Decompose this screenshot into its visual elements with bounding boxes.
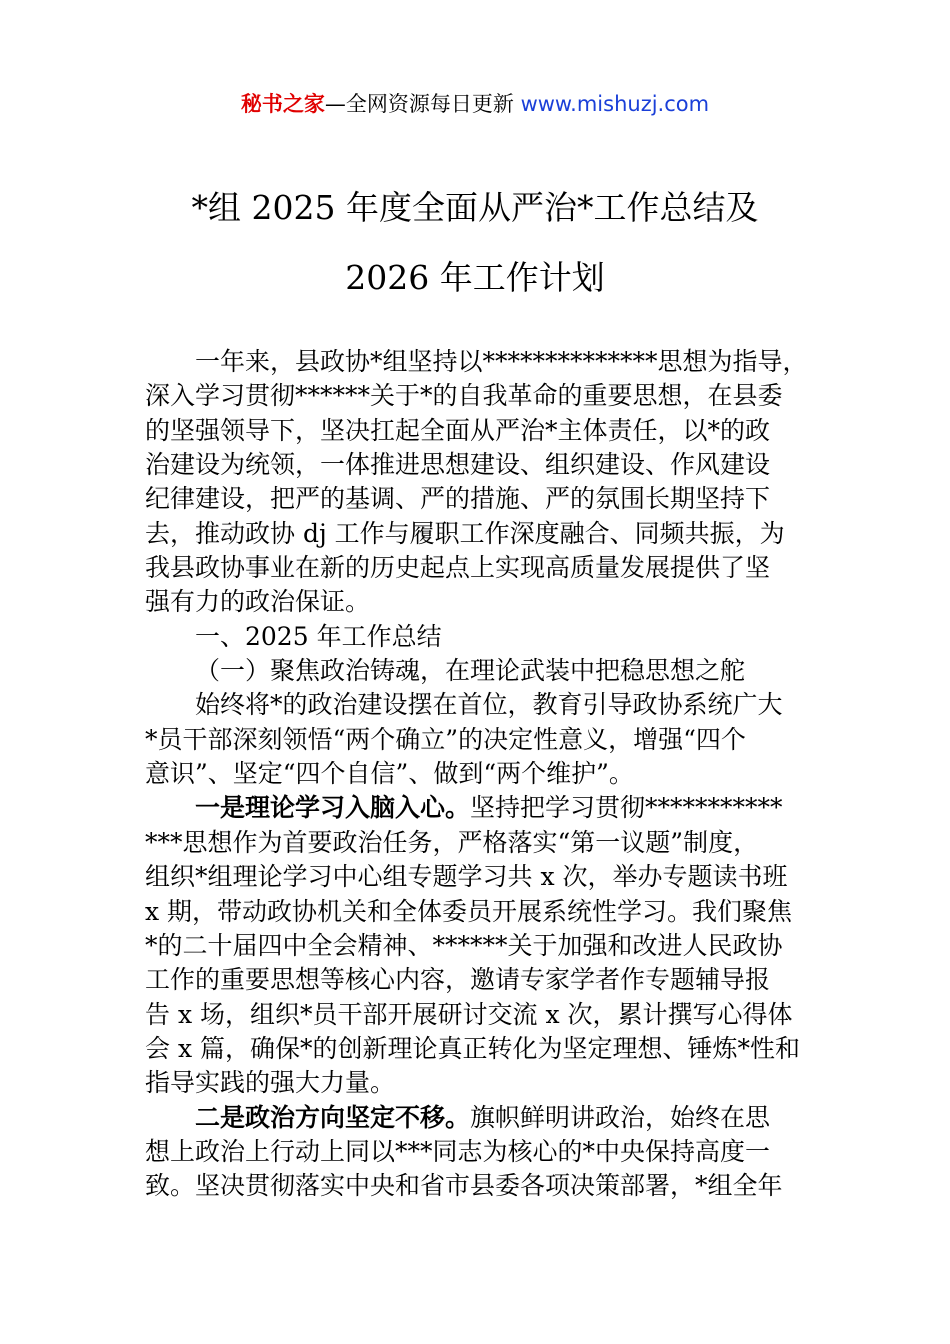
paragraph-line: 组织*组理论学习中心组专题学习共 x 次，举办专题读书班 bbox=[145, 862, 788, 892]
bold-lead-phrase: 一是理论学习入脑入心。 bbox=[195, 793, 471, 823]
section-heading: 一、2025 年工作总结 bbox=[195, 621, 442, 651]
paragraph-line: 深入学习贯彻******关于*的自我革命的重要思想，在县委 bbox=[145, 381, 783, 411]
paragraph-text: 坚持把学习贯彻*********** bbox=[470, 793, 783, 823]
paragraph-line: 始终将*的政治建设摆在首位，教育引导政协系统广大 bbox=[195, 690, 783, 720]
paragraph-line: ***思想作为首要政治任务，严格落实“第一议题”制度， bbox=[145, 827, 759, 857]
subsection-heading: （一）聚焦政治铸魂，在理论武装中把稳思想之舵 bbox=[195, 656, 746, 686]
paragraph-line: 强有力的政治保证。 bbox=[145, 587, 371, 617]
paragraph-line: *的二十届四中全会精神、******关于加强和改进人民政协 bbox=[145, 930, 783, 960]
paragraph-line: x 期，带动政协机关和全体委员开展系统性学习。我们聚焦 bbox=[145, 896, 793, 926]
site-header bbox=[0, 88, 950, 120]
paragraph-line: 一年来，县政协*组坚持以**************思想为指导， bbox=[195, 347, 808, 376]
site-url-link[interactable]: www.mishuzj.com bbox=[520, 92, 710, 116]
paragraph-line: 纪律建设，把严的基调、严的措施、严的氛围长期坚持下 bbox=[145, 484, 771, 514]
document-title-line-2: 2026 年工作计划 bbox=[345, 258, 605, 297]
paragraph-line: *员干部深刻领悟“两个确立”的决定性意义，增强“四个 bbox=[145, 724, 746, 754]
paragraph-line: 致。坚决贯彻落实中央和省市县委各项决策部署，*组全年 bbox=[145, 1171, 783, 1201]
paragraph-line: 去，推动政协 dj 工作与履职工作深度融合、同频共振，为 bbox=[145, 518, 785, 548]
document-title-line-1: *组 2025 年度全面从严治*工作总结及 bbox=[191, 188, 759, 227]
document-body bbox=[145, 345, 810, 1204]
paragraph-line: 意识”、坚定“四个自信”、做到“两个维护”。 bbox=[145, 759, 634, 789]
paragraph-line: 的坚强领导下，坚决扛起全面从严治*主体责任，以*的政 bbox=[145, 415, 771, 445]
paragraph-line: 工作的重要思想等核心内容，邀请专家学者作专题辅导报 bbox=[145, 965, 771, 995]
paragraph-line: 治建设为统领，一体推进思想建设、组织建设、作风建设 bbox=[145, 450, 771, 480]
brand-name: 秘书之家 bbox=[240, 92, 325, 116]
paragraph-line: 告 x 场，组织*员干部开展研讨交流 x 次，累计撰写心得体 bbox=[145, 999, 793, 1029]
paragraph-line bbox=[145, 1101, 810, 1135]
bold-lead-phrase: 二是政治方向坚定不移。 bbox=[195, 1102, 471, 1132]
paragraph-line: 会 x 篇，确保*的创新理论真正转化为坚定理想、锤炼*性和 bbox=[145, 1033, 800, 1063]
paragraph-line: 我县政协事业在新的历史起点上实现高质量发展提供了坚 bbox=[145, 553, 771, 583]
paragraph-line: 指导实践的强大力量。 bbox=[145, 1068, 396, 1098]
header-tagline: —全网资源每日更新 bbox=[324, 92, 521, 116]
paragraph-line bbox=[145, 791, 810, 825]
paragraph-line: 想上政治上行动上同以***同志为核心的*中央保持高度一 bbox=[145, 1136, 771, 1166]
paragraph-text: 旗帜鲜明讲政治，始终在思 bbox=[470, 1102, 771, 1132]
